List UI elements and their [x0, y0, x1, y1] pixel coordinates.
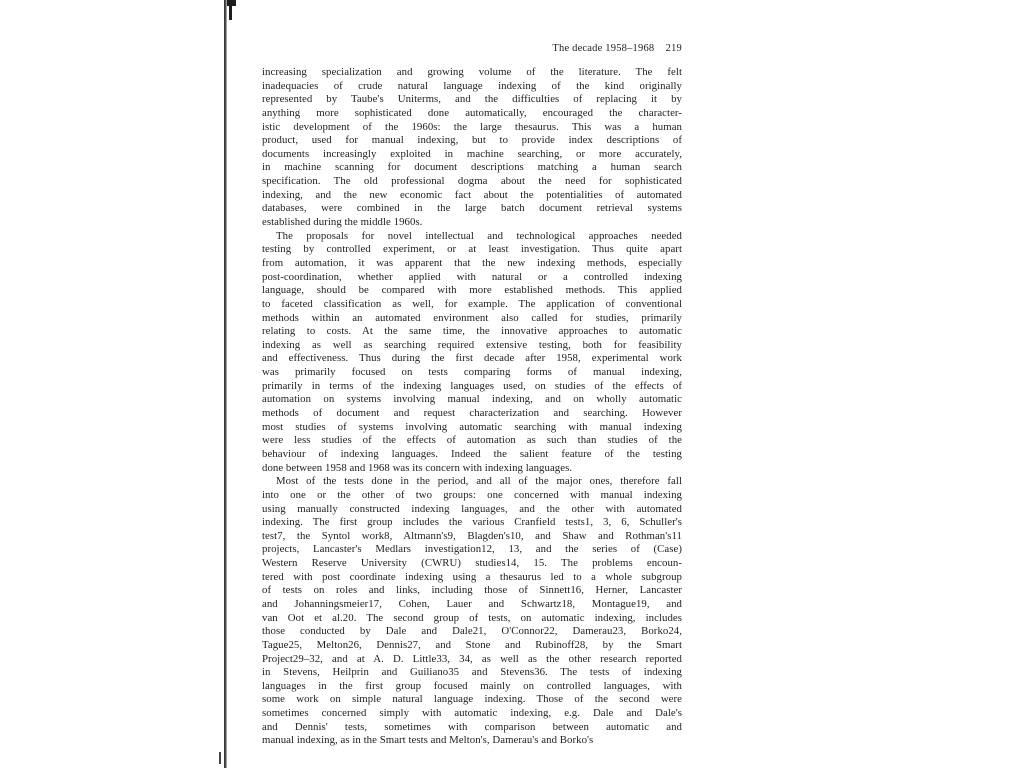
text-line: product, used for manual indexing, but to provide index descriptions of — [262, 134, 682, 147]
text-line: established during the middle 1960s. — [262, 216, 423, 229]
text-line: The proposals for novel intellectual and technological approaches needed — [276, 229, 682, 242]
scan-bottom-tick — [219, 752, 225, 764]
scan-edge-mark — [227, 0, 239, 20]
text-line: databases, were combined in the large batch document retrieval systems — [262, 202, 682, 215]
text-line: Tague25, Melton26, Dennis27, and Stone and Rubinoff28, by the Smart — [262, 638, 682, 651]
text-line: inadequacies of crude natural language indexing of the kind originally — [262, 79, 682, 92]
text-line: of tests on roles and links, including those of Sinnett16, Herner, Lancaster — [262, 584, 682, 597]
text-line: represented by Taube's Uniterms, and the difficulties of replacing it by — [262, 93, 682, 106]
text-line: most studies of systems involving automatic searching with manual indexing — [262, 420, 682, 433]
text-line: methods within an automated environment also called for studies, primarily — [262, 311, 682, 324]
text-line: language, should be compared with more established methods. This applied — [262, 284, 682, 297]
text-line: projects, Lancaster's Medlars investigation12, 13, and the series of (Case) — [262, 543, 682, 556]
text-line: test7, the Syntol work8, Altmann's9, Blagden's10, and Shaw and Rothman's11 — [262, 529, 682, 542]
text-line: methods of document and request characterization and searching. However — [262, 407, 682, 420]
text-line: tered with post coordinate indexing using a thesaurus led to a whole subgroup — [262, 570, 682, 583]
running-head: The decade 1958–1968 219 — [552, 43, 682, 54]
text-line: behaviour of indexing languages. Indeed the salient feature of the testing — [262, 447, 682, 460]
text-line: increasing specialization and growing volume of the literature. The felt — [262, 66, 682, 78]
text-line: relating to costs. At the same time, the innovative approaches to automatic — [262, 325, 682, 338]
text-line: from automation, it was apparent that the new indexing methods, especially — [262, 256, 682, 269]
text-line: automation on systems involving manual indexing, and on wholly automatic — [262, 393, 682, 406]
text-line: primarily in terms of the indexing languages used, on studies of the effects of — [262, 379, 682, 392]
text-line: to faceted classification as well, for example. The application of conventional — [262, 297, 682, 310]
paragraph — [262, 230, 682, 476]
text-line: some work on simple natural language indexing. Those of the second were — [262, 693, 682, 706]
text-line: and Johanningsmeier17, Cohen, Lauer and Schwartz18, Montague19, and — [262, 597, 682, 610]
text-line: testing by controlled experiment, or at least investigation. Thus quite apart — [262, 243, 682, 256]
body-text — [262, 66, 682, 748]
text-line: anything more sophisticated done automatically, encouraged the character- — [262, 106, 682, 119]
text-line: Western Reserve University (CWRU) studies14, 15. The problems encoun- — [262, 557, 682, 570]
text-line: indexing. The first group includes the various Cranfield tests1, 3, 6, Schuller's — [262, 516, 682, 529]
text-line: in Stevens, Heilprin and Guiliano35 and Stevens36. The tests of indexing — [262, 666, 682, 679]
paragraph — [262, 475, 682, 748]
text-line: manual indexing, as in the Smart tests and Melton's, Damerau's and Borko's — [262, 734, 594, 747]
text-line: indexing, and the new economic fact about the potentialities of automated — [262, 188, 682, 201]
text-line: van Oot et al.20. The second group of tests, on automatic indexing, includes — [262, 611, 682, 624]
text-line: post-coordination, whether applied with natural or a controlled indexing — [262, 270, 682, 283]
text-line: in machine scanning for document descriptions matching a human search — [262, 161, 682, 174]
text-line: Most of the tests done in the period, and all of the major ones, therefore fall — [276, 475, 682, 488]
text-line: Project29–32, and at A. D. Little33, 34, as well as the other research reported — [262, 652, 682, 665]
text-line: was primarily focused on tests comparing forms of manual indexing, — [262, 366, 682, 379]
text-line: sometimes concerned simply with automatic indexing, e.g. Dale and Dale's — [262, 707, 682, 720]
text-line: languages in the first group focused mainly on controlled languages, with — [262, 679, 682, 692]
text-line: specification. The old professional dogma about the need for sophisticated — [262, 175, 682, 188]
text-line: and effectiveness. Thus during the first decade after 1958, experimental work — [262, 352, 682, 365]
page-binding-edge — [224, 0, 227, 768]
text-line: those conducted by Dale and Dale21, O'Connor22, Damerau23, Borko24, — [262, 625, 682, 638]
text-line: istic development of the 1960s: the large thesaurus. This was a human — [262, 120, 682, 133]
text-line: and Dennis' tests, sometimes with comparison between automatic and — [262, 720, 682, 733]
text-line: documents increasingly exploited in machine searching, or more accurately, — [262, 147, 682, 160]
text-line: indexing as well as searching required extensive testing, both for feasibility — [262, 338, 682, 351]
text-line: using manually constructed indexing languages, and the other with automated — [262, 502, 682, 515]
text-line: were less studies of the effects of automation as such than studies of the — [262, 434, 682, 447]
paragraph — [262, 66, 682, 230]
text-line: into one or the other of two groups: one concerned with manual indexing — [262, 488, 682, 501]
text-line: done between 1958 and 1968 was its concern with indexing languages. — [262, 461, 573, 474]
